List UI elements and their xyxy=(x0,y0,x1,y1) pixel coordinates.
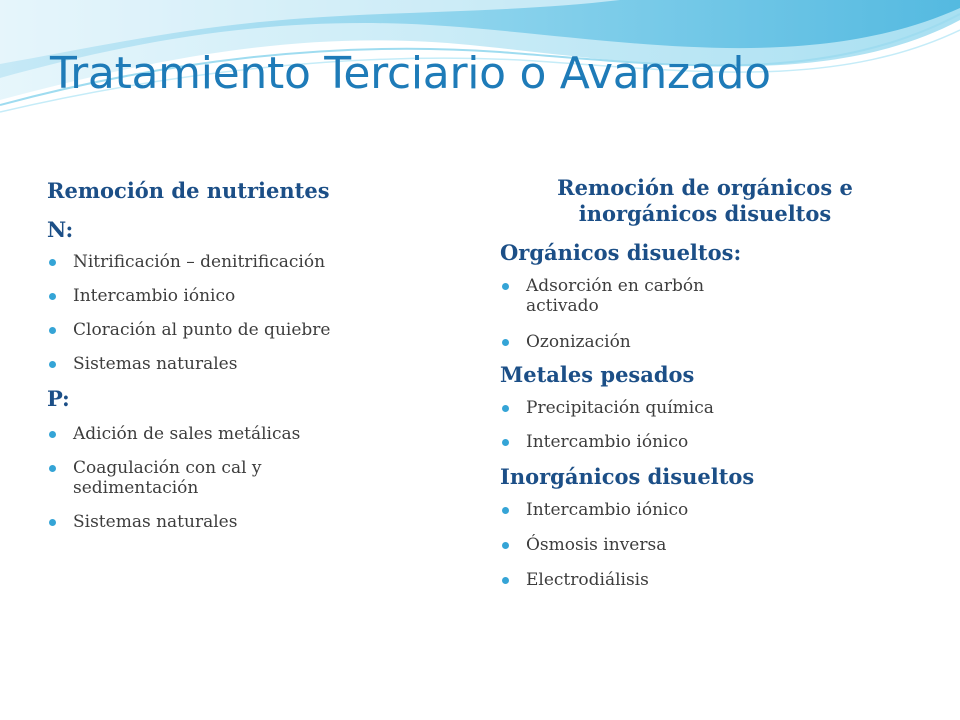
list-item: Sistemas naturales xyxy=(7,512,467,532)
list-item: Intercambio iónico xyxy=(7,286,467,306)
left-column xyxy=(47,178,467,532)
list-item: Adsorción en carbón activado xyxy=(460,276,726,316)
list-item: Intercambio iónico xyxy=(460,432,910,452)
dissolved-removal-heading: Remoción de orgánicos e inorgánicos disueltos xyxy=(557,175,853,227)
phosphorus-list xyxy=(47,424,467,532)
list-item: Ósmosis inversa xyxy=(460,535,910,555)
dissolved-organics-label: Orgánicos disueltos: xyxy=(500,239,742,265)
dissolved-organics-list xyxy=(500,276,910,352)
heavy-metals-list xyxy=(500,398,910,452)
list-item: Sistemas naturales xyxy=(7,354,467,374)
phosphorus-label: P: xyxy=(47,386,70,412)
list-item: Precipitación química xyxy=(460,398,910,418)
list-item: Intercambio iónico xyxy=(460,500,910,520)
list-item: Electrodiálisis xyxy=(460,570,910,590)
list-item: Nitrificación – denitrificación xyxy=(7,252,467,272)
heavy-metals-label: Metales pesados xyxy=(500,361,695,387)
nutrient-removal-heading: Remoción de nutrientes xyxy=(47,178,330,203)
nitrogen-label: N: xyxy=(47,217,74,243)
list-item: Coagulación con cal y sedimentación xyxy=(7,458,313,498)
list-item: Ozonización xyxy=(460,332,910,352)
slide-title: Tratamiento Terciario o Avanzado xyxy=(50,48,771,99)
list-item: Cloración al punto de quiebre xyxy=(7,320,467,340)
right-column xyxy=(500,175,910,590)
nitrogen-list xyxy=(47,252,467,374)
dissolved-inorganics-list xyxy=(500,500,910,590)
dissolved-inorganics-label: Inorgánicos disueltos xyxy=(500,464,755,489)
list-item: Adición de sales metálicas xyxy=(7,424,467,444)
